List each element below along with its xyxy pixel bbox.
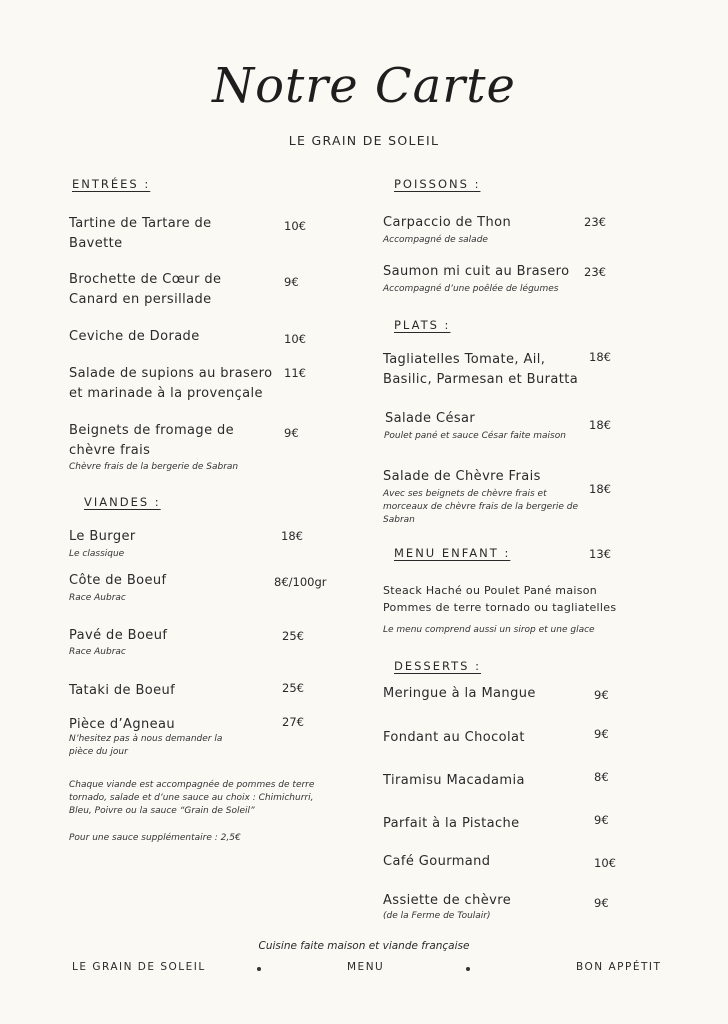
menu-item-name: Café Gourmand <box>383 854 491 869</box>
footer-menu-label: MENU <box>347 961 385 973</box>
menu-item-price: 9€ <box>284 426 299 440</box>
menu-item-price: 9€ <box>594 688 609 702</box>
menu-item-name: Meringue à la Mangue <box>383 686 536 701</box>
menu-item-price: 10€ <box>594 856 616 870</box>
menu-item-price: 18€ <box>589 418 611 432</box>
menu-item-price: 8€ <box>594 770 609 784</box>
footer-divider-dot <box>257 967 261 971</box>
menu-item-price: 23€ <box>584 215 606 229</box>
menu-item-name: Tagliatelles Tomate, Ail, Basilic, Parmesan et Buratta <box>383 352 579 387</box>
menu-item-name: Carpaccio de Thon <box>383 215 512 230</box>
menu-item-price: 9€ <box>594 727 609 741</box>
menu-enfant-description: Steack Haché ou Poulet Pané maison Pommes de terre tornado ou tagliatelles <box>383 584 617 614</box>
menu-title: Notre Carte <box>212 58 516 114</box>
menu-item-note: Avec ses beignets de chèvre frais et morceaux de chèvre frais de la bergerie de Sabran <box>383 489 579 525</box>
section-heading-viandes: VIANDES : <box>84 495 161 509</box>
menu-item-price: 10€ <box>284 219 306 233</box>
menu-item-name: Parfait à la Pistache <box>383 816 520 831</box>
menu-item-price: 25€ <box>282 681 304 695</box>
section-heading-entrees: ENTRÉES : <box>72 177 151 191</box>
menu-item-price: 9€ <box>594 896 609 910</box>
menu-item-price: 9€ <box>284 275 299 289</box>
menu-item-note: Accompagné de salade <box>383 235 488 245</box>
section-heading-poissons: POISSONS : <box>394 177 481 191</box>
menu-item-note: Poulet pané et sauce César faite maison <box>384 431 566 441</box>
menu-item-note: N’hesitez pas à nous demander la pièce du jour <box>69 734 223 757</box>
menu-item-price: 11€ <box>284 366 306 380</box>
menu-item-name: Ceviche de Dorade <box>69 329 200 344</box>
menu-item-name: Le Burger <box>69 529 136 544</box>
menu-item-name: Beignets de fromage de chèvre frais <box>69 423 235 458</box>
menu-item-name: Tartine de Tartare de Bavette <box>69 216 212 251</box>
menu-enfant-price: 13€ <box>589 547 611 561</box>
menu-item-name: Salade de Chèvre Frais <box>383 469 541 484</box>
menu-item-name: Tiramisu Macadamia <box>383 773 525 788</box>
menu-item-name: Pièce d’Agneau <box>69 717 176 732</box>
menu-item-note: Race Aubrac <box>69 647 126 657</box>
section-heading-desserts: DESSERTS : <box>394 659 481 673</box>
menu-item-note: Chèvre frais de la bergerie de Sabran <box>69 462 239 472</box>
menu-item-name: Pavé de Boeuf <box>69 628 168 643</box>
menu-item-price: 18€ <box>281 529 303 543</box>
footer-divider-dot <box>466 967 470 971</box>
menu-item-name: Tataki de Boeuf <box>69 683 176 698</box>
menu-item-name: Saumon mi cuit au Brasero <box>383 264 570 279</box>
menu-item-name: Côte de Boeuf <box>69 573 167 588</box>
restaurant-name: LE GRAIN DE SOLEIL <box>288 133 440 148</box>
menu-item-name: Brochette de Cœur de Canard en persillade <box>69 272 222 307</box>
section-heading-menu-enfant: MENU ENFANT : <box>394 546 511 560</box>
footer-bon-appetit: BON APPÉTIT <box>576 961 662 973</box>
footer-restaurant-name: LE GRAIN DE SOLEIL <box>72 961 206 973</box>
menu-item-note: Race Aubrac <box>69 593 126 603</box>
menu-item-name: Assiette de chèvre <box>383 893 512 908</box>
menu-item-name: Salade de supions au brasero et marinade à la provençale <box>69 366 273 401</box>
menu-item-price: 18€ <box>589 482 611 496</box>
menu-item-price: 9€ <box>594 813 609 827</box>
menu-item-price: 8€/100gr <box>274 575 327 589</box>
sauce-supplement-note: Pour une sauce supplémentaire : 2,5€ <box>69 833 241 843</box>
menu-enfant-note: Le menu comprend aussi un sirop et une glace <box>383 625 595 635</box>
menu-item-name: Salade César <box>385 411 476 426</box>
section-heading-plats: PLATS : <box>394 318 451 332</box>
menu-item-name: Fondant au Chocolat <box>383 730 525 745</box>
menu-item-price: 25€ <box>282 629 304 643</box>
menu-item-note: Accompagné d’une poêlée de légumes <box>383 284 559 294</box>
tagline: Cuisine faite maison et viande française <box>258 940 470 952</box>
menu-item-price: 23€ <box>584 265 606 279</box>
menu-item-note: Le classique <box>69 549 125 559</box>
menu-item-price: 18€ <box>589 350 611 364</box>
menu-item-price: 10€ <box>284 332 306 346</box>
menu-item-note: (de la Ferme de Toulair) <box>383 911 491 921</box>
viandes-footnote: Chaque viande est accompagnée de pommes de terre tornado, salade et d’une sauce au choix : Chimichurri, Bleu, Poivre ou la sauce “Grain de Soleil” <box>69 780 315 816</box>
menu-item-price: 27€ <box>282 715 304 729</box>
